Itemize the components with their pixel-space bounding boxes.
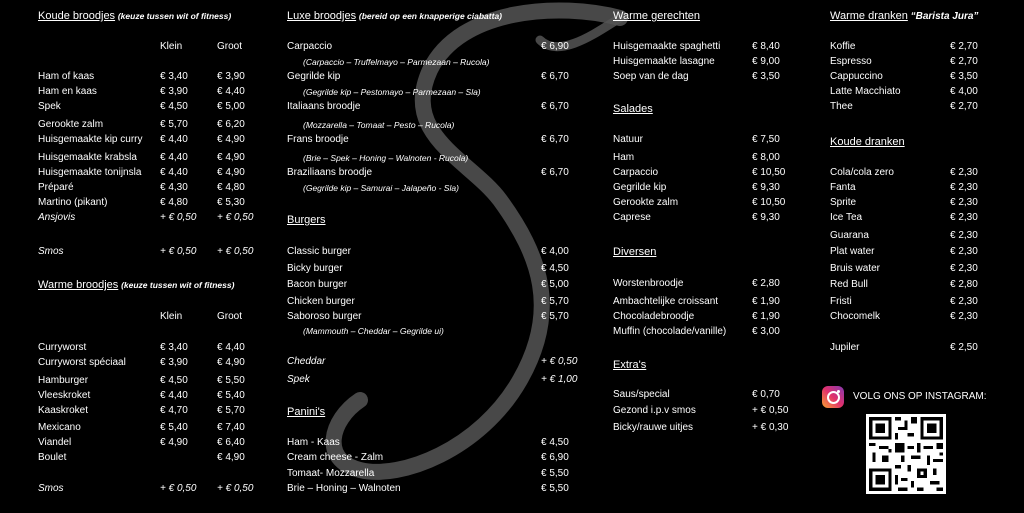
list-item-name: Ice Tea xyxy=(830,212,863,223)
list-item-name: Huisgemaakte krabsla xyxy=(38,152,137,163)
list-item-name: Curryworst xyxy=(38,342,87,353)
list-item-name: Ham - Kaas xyxy=(287,437,340,448)
list-item-price: € 9,30 xyxy=(752,182,780,193)
list-item-price-groot: € 4,90 xyxy=(217,357,245,368)
list-item-price-groot: € 6,40 xyxy=(217,437,245,448)
instagram-icon[interactable] xyxy=(822,386,844,408)
list-item-price-klein: € 4,40 xyxy=(160,390,188,401)
list-item-price: + € 0,50 xyxy=(541,356,578,367)
list-item-price: € 6,70 xyxy=(541,101,569,112)
luxe-broodjes-heading xyxy=(287,10,502,23)
list-item-price: € 2,70 xyxy=(950,41,978,52)
qr-code-pattern xyxy=(866,414,946,494)
list-item-price: € 8,40 xyxy=(752,41,780,52)
warme-dranken-title: Warme dranken xyxy=(830,10,908,22)
list-item-price: € 2,30 xyxy=(950,197,978,208)
warme-broodjes-subtitle: (keuze tussen wit of fitness) xyxy=(121,280,235,290)
list-item-name: Worstenbroodje xyxy=(613,278,684,289)
list-item-name: Huisgemaakte kip curry xyxy=(38,134,143,145)
list-item-price: € 4,50 xyxy=(541,263,569,274)
list-item-name: Gerookte zalm xyxy=(38,119,104,130)
warme-dranken-heading xyxy=(830,10,978,23)
list-item-price: € 3,50 xyxy=(752,71,780,82)
list-item-price: € 5,70 xyxy=(541,296,569,307)
list-item-name: Gezond i.p.v smos xyxy=(613,405,696,416)
list-item-name: Saus/special xyxy=(613,389,670,400)
list-item-price: € 6,70 xyxy=(541,71,569,82)
list-item-name: Bacon burger xyxy=(287,279,348,290)
burgers-title: Burgers xyxy=(287,214,326,226)
list-item-name: Préparé xyxy=(38,182,74,193)
list-item-name: Plat water xyxy=(830,246,875,257)
list-item-name: Sprite xyxy=(830,197,857,208)
list-item-description: (Carpaccio – Truffelmayo – Parmezaan – Rucola) xyxy=(303,57,490,67)
list-item-price-klein: € 4,40 xyxy=(160,167,188,178)
list-item-description: (Gegrilde kip – Pestomayo – Parmezaan – Sla) xyxy=(303,87,481,97)
list-item-price: € 2,70 xyxy=(950,56,978,67)
list-item-price: € 4,50 xyxy=(541,437,569,448)
list-item-price: € 1,90 xyxy=(752,311,780,322)
list-item-price: € 0,70 xyxy=(752,389,780,400)
list-item-price-klein: € 4,80 xyxy=(160,197,188,208)
list-item-price-groot: € 4,90 xyxy=(217,152,245,163)
list-item-name: Red Bull xyxy=(830,279,868,290)
list-item-name: Frans broodje xyxy=(287,134,349,145)
list-item-name: Cheddar xyxy=(287,356,326,367)
list-item-price-groot: € 4,80 xyxy=(217,182,245,193)
list-item-price: € 2,50 xyxy=(950,342,978,353)
list-item-price-groot: € 7,40 xyxy=(217,422,245,433)
list-item-price-groot: € 3,90 xyxy=(217,71,245,82)
list-item-name: Bruis water xyxy=(830,263,881,274)
list-item-name: Natuur xyxy=(613,134,644,145)
list-item-name: Caprese xyxy=(613,212,651,223)
list-item-price: € 5,50 xyxy=(541,468,569,479)
list-item-name: Ham of kaas xyxy=(38,71,95,82)
warme-col-groot: Groot xyxy=(217,311,243,322)
list-item-name: Spek xyxy=(38,101,61,112)
list-item-name: Mexicano xyxy=(38,422,81,433)
qr-code[interactable] xyxy=(866,414,946,494)
list-item-name: Chocoladebroodje xyxy=(613,311,695,322)
list-item-price: € 3,00 xyxy=(752,326,780,337)
koude-broodjes-subtitle: (keuze tussen wit of fitness) xyxy=(117,11,232,21)
list-item-price-groot: € 4,90 xyxy=(217,452,245,463)
list-item-price: € 10,50 xyxy=(752,167,786,178)
list-item-price-klein: € 4,90 xyxy=(160,437,188,448)
list-item-price-groot: € 4,90 xyxy=(217,167,245,178)
list-item-price-klein: € 4,40 xyxy=(160,134,188,145)
koude-col-groot: Groot xyxy=(217,41,243,52)
list-item-name: Gegrilde kip xyxy=(613,182,667,193)
list-item-name: Curryworst spéciaal xyxy=(38,357,126,368)
list-item-price: € 9,00 xyxy=(752,56,780,67)
list-item-price-klein: € 4,30 xyxy=(160,182,188,193)
list-item-price: € 4,00 xyxy=(541,246,569,257)
list-item-name: Gegrilde kip xyxy=(287,71,341,82)
list-item-price-groot: € 4,40 xyxy=(217,342,245,353)
list-item-name: Gerookte zalm xyxy=(613,197,679,208)
luxe-broodjes-title: Luxe broodjes xyxy=(287,10,357,22)
list-item-price: € 4,00 xyxy=(950,86,978,97)
list-item-name: Smos xyxy=(38,246,64,257)
list-item-name: Muffin (chocolade/vanille) xyxy=(613,326,727,337)
list-item-price: + € 1,00 xyxy=(541,374,578,385)
list-item-price-klein: € 5,70 xyxy=(160,119,188,130)
list-item-price-groot: € 4,90 xyxy=(217,134,245,145)
list-item-name: Huisgemaakte spaghetti xyxy=(613,41,721,52)
list-item-name: Cream cheese - Zalm xyxy=(287,452,384,463)
list-item-name: Thee xyxy=(830,101,853,112)
list-item-name: Fristi xyxy=(830,296,852,307)
warme-gerechten-title: Warme gerechten xyxy=(613,10,701,22)
list-item-name: Ambachtelijke croissant xyxy=(613,296,719,307)
list-item-name: Cappuccino xyxy=(830,71,883,82)
instagram-icon-dot xyxy=(837,390,840,393)
list-item-price: € 10,50 xyxy=(752,197,786,208)
extras-title: Extra's xyxy=(613,359,647,371)
list-item-price: € 5,00 xyxy=(541,279,569,290)
koude-dranken-title: Koude dranken xyxy=(830,136,905,148)
list-item-name: Kaaskroket xyxy=(38,405,89,416)
list-item-name: Jupiler xyxy=(830,342,860,353)
list-item-price: € 3,50 xyxy=(950,71,978,82)
list-item-name: Brie – Honing – Walnoten xyxy=(287,483,401,494)
list-item-name: Huisgemaakte tonijnsla xyxy=(38,167,142,178)
list-item-price: € 5,50 xyxy=(541,483,569,494)
list-item-name: Chicken burger xyxy=(287,296,355,307)
list-item-name: Hamburger xyxy=(38,375,89,386)
koude-col-klein: Klein xyxy=(160,41,183,52)
list-item-name: Italiaans broodje xyxy=(287,101,361,112)
warme-col-klein: Klein xyxy=(160,311,183,322)
list-item-price: € 2,30 xyxy=(950,212,978,223)
list-item-price-klein: € 5,40 xyxy=(160,422,188,433)
koude-broodjes-heading xyxy=(38,10,231,23)
list-item-name: Saboroso burger xyxy=(287,311,362,322)
list-item-name: Classic burger xyxy=(287,246,351,257)
list-item-description: (Mozzarella – Tomaat – Pesto – Rucola) xyxy=(303,120,455,130)
list-item-price: € 6,70 xyxy=(541,167,569,178)
list-item-price-groot: € 6,20 xyxy=(217,119,245,130)
list-item-price-klein: € 4,70 xyxy=(160,405,188,416)
list-item-price-klein: € 3,40 xyxy=(160,342,188,353)
list-item-name: Boulet xyxy=(38,452,67,463)
list-item-name: Viandel xyxy=(38,437,72,448)
list-item-name: Ham xyxy=(613,152,635,163)
list-item-name: Carpaccio xyxy=(613,167,659,178)
list-item-name: Ham en kaas xyxy=(38,86,97,97)
list-item-price: € 7,50 xyxy=(752,134,780,145)
list-item-price-klein: € 4,40 xyxy=(160,152,188,163)
list-item-name: Braziliaans broodje xyxy=(287,167,373,178)
list-item-description: (Mammouth – Cheddar – Gegrilde ui) xyxy=(303,326,444,336)
list-item-price: € 6,90 xyxy=(541,452,569,463)
list-item-price: € 6,70 xyxy=(541,134,569,145)
list-item-price-groot: + € 0,50 xyxy=(217,483,254,494)
list-item-name: Vleeskroket xyxy=(38,390,91,401)
list-item-price: € 2,80 xyxy=(950,279,978,290)
list-item-name: Carpaccio xyxy=(287,41,333,52)
list-item-name: Spek xyxy=(287,374,310,385)
list-item-price: € 2,30 xyxy=(950,246,978,257)
list-item-price: € 2,30 xyxy=(950,263,978,274)
salades-title: Salades xyxy=(613,103,653,115)
list-item-price-groot: € 5,00 xyxy=(217,101,245,112)
list-item-price-klein: + € 0,50 xyxy=(160,483,197,494)
list-item-price-groot: € 5,40 xyxy=(217,390,245,401)
list-item-price: € 6,90 xyxy=(541,41,569,52)
list-item-name: Guarana xyxy=(830,230,869,241)
list-item-price-klein: € 4,50 xyxy=(160,101,188,112)
list-item-price: € 9,30 xyxy=(752,212,780,223)
list-item-price-groot: + € 0,50 xyxy=(217,212,254,223)
list-item-price: € 5,70 xyxy=(541,311,569,322)
list-item-price-klein: € 4,50 xyxy=(160,375,188,386)
koude-broodjes-title: Koude broodjes xyxy=(38,10,116,22)
list-item-price: € 2,30 xyxy=(950,230,978,241)
list-item-name: Martino (pikant) xyxy=(38,197,108,208)
list-item-name: Cola/cola zero xyxy=(830,167,894,178)
list-item-name: Bicky/rauwe uitjes xyxy=(613,422,694,433)
list-item-name: Espresso xyxy=(830,56,872,67)
list-item-price-groot: € 5,70 xyxy=(217,405,245,416)
list-item-price-klein: € 3,90 xyxy=(160,86,188,97)
list-item-price-klein: + € 0,50 xyxy=(160,212,197,223)
list-item-name: Bicky burger xyxy=(287,263,343,274)
list-item-price: € 2,30 xyxy=(950,296,978,307)
list-item-name: Chocomelk xyxy=(830,311,881,322)
list-item-price-groot: € 5,30 xyxy=(217,197,245,208)
list-item-name: Soep van de dag xyxy=(613,71,689,82)
list-item-name: Koffie xyxy=(830,41,856,52)
list-item-price: + € 0,50 xyxy=(752,405,789,416)
list-item-price: € 2,70 xyxy=(950,101,978,112)
list-item-price-klein: + € 0,50 xyxy=(160,246,197,257)
warme-dranken-subtitle: “Barista Jura” xyxy=(910,11,979,22)
list-item-price-klein: € 3,90 xyxy=(160,357,188,368)
list-item-price-groot: + € 0,50 xyxy=(217,246,254,257)
list-item-name: Latte Macchiato xyxy=(830,86,901,97)
list-item-price: + € 0,30 xyxy=(752,422,789,433)
list-item-price-groot: € 5,50 xyxy=(217,375,245,386)
list-item-price: € 1,90 xyxy=(752,296,780,307)
paninis-title: Panini's xyxy=(287,406,326,418)
diversen-title: Diversen xyxy=(613,246,657,258)
warme-broodjes-heading xyxy=(38,279,234,292)
list-item-price: € 2,80 xyxy=(752,278,780,289)
list-item-name: Ansjovis xyxy=(38,212,76,223)
warme-broodjes-title: Warme broodjes xyxy=(38,279,119,291)
list-item-price-klein: € 3,40 xyxy=(160,71,188,82)
list-item-price-groot: € 4,40 xyxy=(217,86,245,97)
list-item-price: € 8,00 xyxy=(752,152,780,163)
list-item-price: € 2,30 xyxy=(950,182,978,193)
list-item-name: Huisgemaakte lasagne xyxy=(613,56,715,67)
list-item-description: (Brie – Spek – Honing – Walnoten - Rucola) xyxy=(303,153,469,163)
list-item-price: € 2,30 xyxy=(950,311,978,322)
luxe-broodjes-subtitle: (bereid op een knapperige ciabatta) xyxy=(358,11,503,21)
list-item-name: Tomaat- Mozzarella xyxy=(287,468,375,479)
list-item-price: € 2,30 xyxy=(950,167,978,178)
list-item-description: (Gegrilde kip – Samurai – Jalapeño - Sla) xyxy=(303,183,459,193)
instagram-label: VOLG ONS OP INSTAGRAM: xyxy=(853,391,987,402)
list-item-name: Smos xyxy=(38,483,64,494)
list-item-name: Fanta xyxy=(830,182,856,193)
